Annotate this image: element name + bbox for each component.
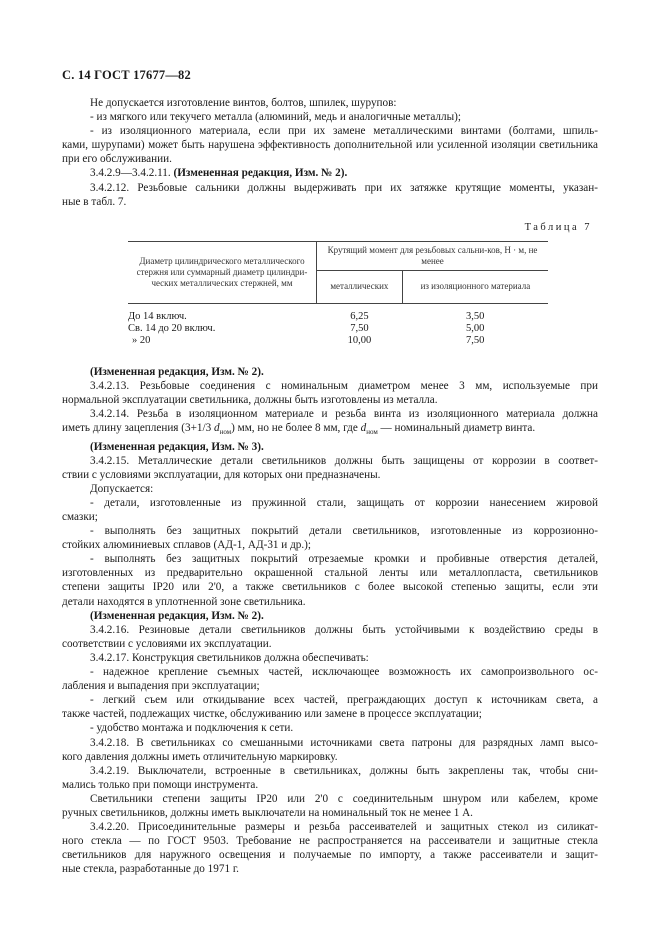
amendment-note: (Измененная редакция, Изм. № 2).: [90, 609, 264, 622]
list-item: - выполнять без защитных покрытий детали светильников, изготовленные из коррозионно-: [90, 525, 598, 538]
amendment-note: (Измененная редакция, Изм. № 3).: [90, 440, 264, 453]
paragraph: [90, 166, 598, 180]
paragraph: 3.4.2.19. Выключатели, встроенные в светильниках, должны быть закреплены так, чтобы сни-: [90, 764, 598, 777]
cell-metal: 7,50: [350, 322, 369, 334]
paragraph: 3.4.2.13. Резьбовые соединения с номинальным диаметром менее 3 мм, используемые при: [90, 379, 598, 392]
paragraph-continuation: ручных светильников, должны иметь выключатели на номинальный ток не менее 1 А.: [62, 806, 473, 819]
paragraph-continuation: также частей, подлежащих чистке, обслуживанию или замене в процессе эксплуатации;: [62, 708, 482, 721]
paragraph-continuation: изготовленных из предварительно окрашенной стальной ленты или металлопласта, светильников: [62, 567, 598, 580]
table-caption: Таблица 7: [524, 221, 592, 233]
paragraph-continuation: лабления и выпадения при эксплуатации;: [62, 680, 260, 693]
subscript-nom: ном: [366, 428, 378, 437]
column-group-header-torque: Крутящий момент для резьбовых сальни-ков, Н · м, не менее: [317, 241, 549, 270]
text-fragment: — номинальный диаметр винта.: [377, 422, 536, 435]
subscript-nom: ном: [219, 428, 232, 437]
cell-diameter: » 20: [132, 334, 151, 346]
paragraph: 3.4.2.15. Металлические детали светильников должны быть защищены от коррозии в соответ-: [90, 454, 598, 467]
list-item: - удобство монтажа и подключения к сети.: [90, 722, 294, 735]
list-item: - из изоляционного материала, если при их замене металлическими винтами (болтами, шпиль-: [90, 125, 598, 138]
paragraph-continuation: нормальной эксплуатации светильника, должны быть изготовлены из металла.: [62, 394, 438, 407]
paragraph-continuation: смазки;: [62, 511, 98, 524]
paragraph: 3.4.2.12. Резьбовые сальники должны выдерживать при их затяжке крутящие моменты, указан-: [90, 181, 598, 194]
clause-number: 3.4.2.9—3.4.2.11.: [90, 167, 171, 180]
column-header-metal: металлических: [317, 270, 403, 303]
cell-insulating: 5,00: [465, 322, 485, 334]
paragraph-continuation: светильников для наружного освещения и получаемые по импорту, а также рассеиватели и защит-: [62, 849, 598, 862]
symbol-d: d: [213, 422, 220, 435]
paragraph-continuation: кого давления должны иметь отличительную маркировку.: [62, 750, 338, 763]
paragraph-continuation: ного стекла — по ГОСТ 9503. Требование не распространяется на рассеиватели и защитные стекла: [62, 835, 598, 848]
amendment-note: (Измененная редакция, Изм. № 2).: [173, 167, 348, 180]
cell-diameter: До 14 включ.: [128, 310, 187, 322]
paragraph-continuation: [62, 421, 598, 439]
list-item: - выполнять без защитных покрытий отрезаемые кромки и пробивные отверстия деталей,: [90, 553, 598, 566]
list-item: - детали, изготовленные из пружинной стали, защищать от коррозии нанесением жировой: [90, 496, 598, 509]
paragraph-continuation: степени защиты IP20 или 2'0, а также светильников с более высокой степенью защиты, если эти: [62, 581, 598, 594]
column-header-insulating: из изоляционного материала: [402, 270, 548, 303]
paragraph-continuation: ками, шурупами) может быть нарушена эффективность дополнительной или усиленной изоляции светильника при его обслуживании.: [62, 139, 598, 166]
paragraph-continuation: ные стекла, разработанные до 1971 г.: [62, 863, 239, 876]
paragraph: Светильники степени защиты IP20 или 2'0 с соединительным шнуром или кабелем, кроме: [90, 792, 598, 805]
list-item: - легкий съем или откидывание всех частей, преграждающих доступ к источникам света, а: [90, 694, 598, 707]
table-row: [128, 323, 548, 335]
cell-insulating: 7,50: [465, 334, 485, 346]
paragraph-continuation: соответствии с условиями их эксплуатации.: [62, 637, 272, 650]
paragraph-continuation: стойких алюминиевых сплавов (АД-1, АД-31 и др.);: [62, 539, 312, 552]
amendment-note: (Измененная редакция, Изм. № 2).: [90, 365, 264, 378]
cell-diameter: Св. 14 до 20 включ.: [128, 322, 216, 334]
page-header: С. 14 ГОСТ 17677—82: [62, 68, 191, 82]
paragraph: 3.4.2.16. Резиновые детали светильников должны быть устойчивыми к воздействию среды в: [90, 623, 598, 636]
paragraph-continuation: ствии с условиями эксплуатации, для которых они предназначены.: [62, 468, 381, 481]
document-body: [62, 96, 598, 876]
cell-insulating: 3,50: [465, 310, 485, 322]
paragraph: 3.4.2.17. Конструкция светильников должна обеспечивать:: [90, 651, 369, 664]
symbol-d: d: [360, 422, 367, 435]
text-fragment: иметь длину зацепления (3+1/3: [62, 422, 214, 435]
paragraph-continuation: мались только при помощи инструмента.: [62, 778, 259, 791]
cell-metal: 6,25: [350, 310, 369, 322]
table-row: [128, 311, 548, 323]
text-fragment: ) мм, но не более 8 мм, где: [231, 422, 361, 435]
paragraph: Допускается:: [90, 482, 154, 495]
list-item: - надежное крепление съемных частей, исключающее возможность их самопроизвольного ос-: [90, 666, 598, 679]
paragraph: Не допускается изготовление винтов, болтов, шпилек, шурупов:: [90, 97, 397, 109]
paragraph-continuation: ные в табл. 7.: [62, 195, 127, 208]
column-header-diameter: Диаметр цилиндрического металлического стержня или суммарный диаметр цилиндри-ческих металлических стержней, мм: [128, 241, 317, 303]
list-item: - из мягкого или текучего металла (алюминий, медь и аналогичные металлы);: [90, 111, 461, 124]
paragraph: 3.4.2.18. В светильниках со смешанными источниками света патроны для разрядных ламп высо-: [90, 736, 598, 749]
cell-metal: 10,00: [347, 334, 372, 346]
paragraph: 3.4.2.14. Резьба в изоляционном материале и резьба винта из изоляционного материала должна: [90, 408, 598, 421]
torque-table: [128, 241, 548, 347]
paragraph-continuation: детали находятся в уплотненной зоне светильника.: [62, 595, 306, 608]
paragraph: 3.4.2.20. Присоединительные размеры и резьба рассеивателей и защитных стекол из силикат-: [90, 821, 598, 834]
table-row: [128, 335, 548, 347]
